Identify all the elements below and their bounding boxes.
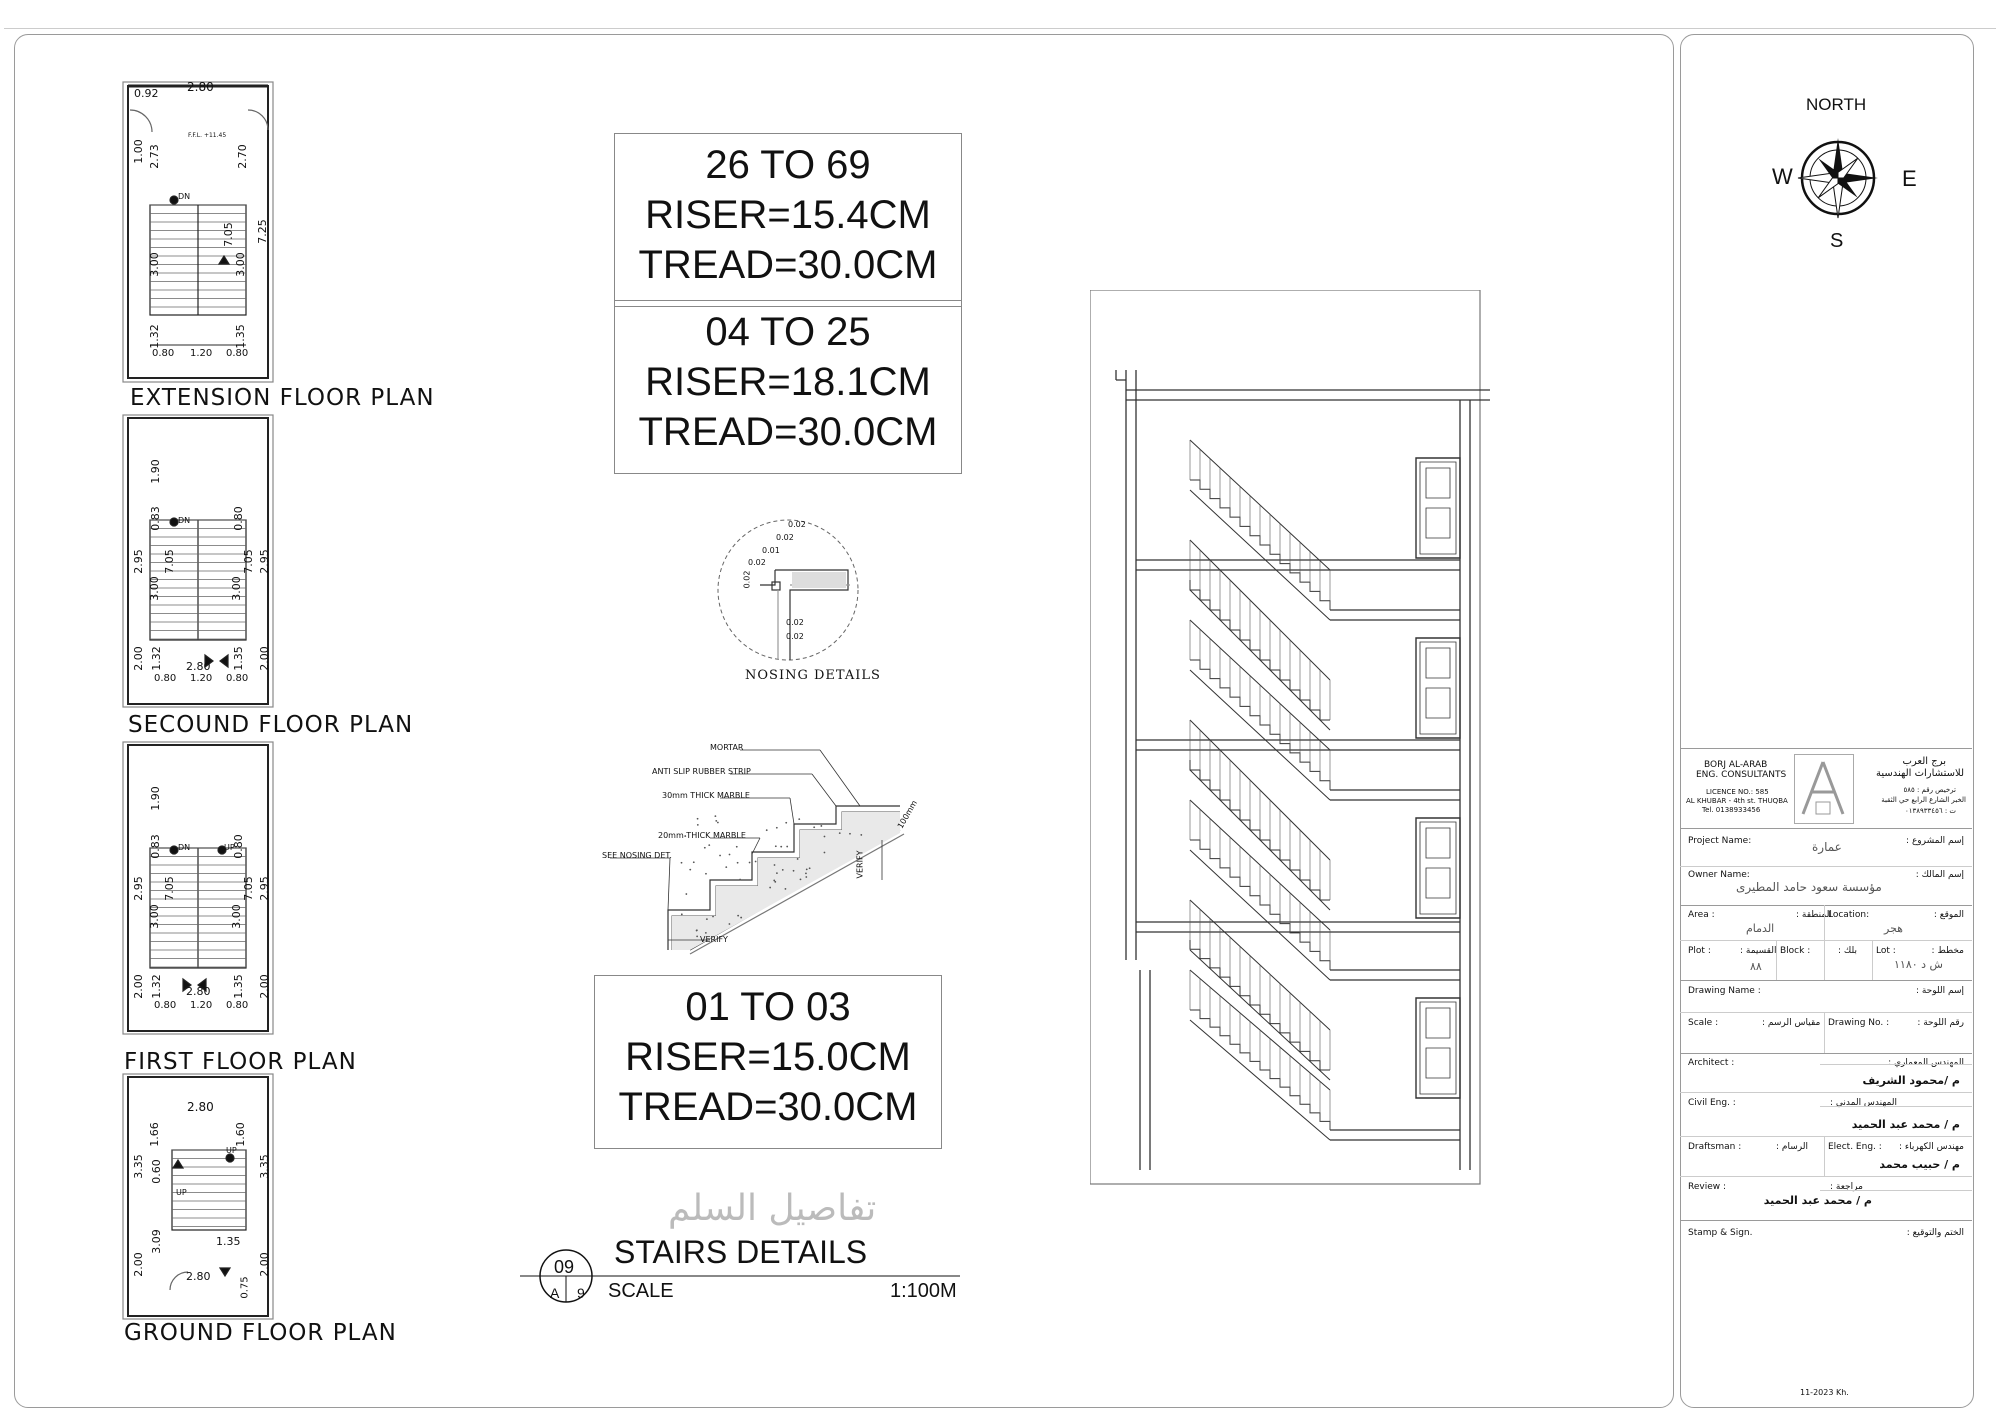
tb-divider [1680, 1220, 1972, 1221]
dim-label: 7.05 [241, 876, 255, 901]
dim-label: 0.80 [154, 673, 177, 684]
dn-label: DN [178, 516, 191, 525]
spec-box-26-69 [614, 133, 962, 307]
ground-floor-plan-title: GROUND FLOOR PLAN [124, 1320, 397, 1346]
drawing-date: 11-2023 Kh. [1800, 1388, 1849, 1397]
lot-value: ش د ١١٨٠ [1894, 958, 1943, 971]
lot-label-ar: مخطط : [1931, 946, 1964, 956]
spec-tread: TREAD=30.0CM [638, 410, 938, 454]
dim-label: 0.83 [148, 506, 162, 531]
block-label-ar: بلك : [1838, 946, 1857, 956]
dim-label: 2.80 [186, 985, 211, 998]
drawing-no-label: Drawing No. : [1828, 1018, 1890, 1028]
dim-label: 1.00 [131, 139, 145, 164]
dim-label: 2.00 [257, 646, 271, 671]
dim-label: 7.05 [162, 549, 176, 574]
dim-label: 2.95 [257, 549, 271, 574]
dim-label: 3.00 [229, 904, 243, 929]
dim-label: 0.01 [762, 546, 780, 555]
dim-label: 7.05 [221, 222, 235, 247]
owner-name-value: مؤسسة سعود حامد المطيرى [1736, 880, 1882, 894]
spec-riser: RISER=18.1CM [645, 360, 931, 404]
tb-vertical-divider [1824, 1012, 1825, 1053]
tb-short-divider [1820, 1064, 1972, 1065]
spec-box-01-03 [594, 975, 942, 1149]
dim-label: 7.05 [241, 549, 255, 574]
dim-label: 0.02 [786, 618, 804, 627]
tb-divider [1680, 905, 1972, 906]
compass-north: NORTH [1806, 95, 1867, 114]
extension-plan-drawing [123, 82, 273, 382]
architect-label: Architect : [1688, 1058, 1735, 1068]
civil-eng-label: Civil Eng. : [1688, 1098, 1736, 1108]
dim-label: 1.32 [147, 324, 161, 349]
firm-licence-en: LICENCE NO.: 585 [1706, 788, 1769, 796]
stamp-label: Stamp & Sign. [1688, 1228, 1753, 1238]
spec-steps: 01 TO 03 [685, 985, 851, 1029]
up-label: UP [224, 843, 235, 852]
scale-field-label-ar: مقياس الرسم : [1762, 1018, 1821, 1028]
dim-label: 100mm [895, 798, 920, 831]
dim-label: 1.20 [190, 673, 213, 684]
draftsman-label-ar: الرسام : [1776, 1142, 1808, 1152]
dim-label: 0.80 [226, 1000, 249, 1011]
civil-eng-value: م / محمد عبد الحميد [1851, 1118, 1960, 1131]
tb-inner-divider [1680, 1092, 1972, 1093]
firm-subtitle-en: ENG. CONSULTANTS [1696, 770, 1787, 780]
tb-vertical-divider [1872, 940, 1873, 980]
stair-section-detail-svg [600, 740, 920, 960]
tb-inner-divider [1680, 866, 1972, 867]
dim-label: 1.32 [149, 974, 163, 999]
tb-vertical-divider [1824, 905, 1825, 980]
spec-steps: 04 TO 25 [705, 310, 871, 354]
firm-subtitle-ar: للاستشارات الهندسية [1875, 768, 1964, 779]
detail-sheet-b: 9 [577, 1285, 585, 1301]
dn-label: DN [178, 192, 191, 201]
drawing-name-label: Drawing Name : [1688, 986, 1761, 996]
dim-label: 0.80 [231, 834, 245, 859]
tb-short-divider [1820, 1190, 1972, 1191]
compass-south: S [1830, 230, 1844, 252]
lot-label: Lot : [1876, 946, 1896, 956]
tb-divider [1680, 748, 1972, 749]
drawing-no-label-ar: رقم اللوحة : [1917, 1018, 1964, 1028]
scale-value: 1:100M [890, 1280, 957, 1302]
owner-name-label-ar: إسم المالك : [1915, 870, 1964, 880]
firm-name-ar: برج العرب [1902, 756, 1946, 767]
dim-label: 0.80 [226, 348, 249, 359]
scale-label: SCALE [608, 1280, 674, 1302]
firm-name-en: BORJ AL-ARAB [1704, 760, 1768, 770]
nosing-title: NOSING DETAILS [745, 668, 881, 683]
first-floor-plan-title: FIRST FLOOR PLAN [124, 1049, 357, 1075]
spec-tread: TREAD=30.0CM [638, 243, 938, 287]
project-name-label: Project Name: [1688, 836, 1752, 846]
civil-eng-label-ar: المهندس المدني : [1830, 1098, 1897, 1108]
up-label: UP [176, 1188, 187, 1197]
location-label: Location: [1828, 910, 1870, 920]
dim-label: 7.05 [162, 876, 176, 901]
detail-title-arabic: تفاصيل السلم [668, 1188, 877, 1229]
dim-label: 3.00 [147, 904, 161, 929]
detail-label: 20mm THICK MARBLE [658, 831, 746, 840]
firm-address-en: AL KHUBAR - 4th st. THUQBA [1686, 797, 1788, 805]
dim-label: 3.00 [147, 252, 161, 277]
dim-label: 0.60 [149, 1159, 163, 1184]
area-label: Area : [1688, 910, 1715, 920]
dim-label: 2.00 [131, 1252, 145, 1277]
verify-label: VERIFY [855, 850, 865, 879]
dim-label: 0.92 [134, 87, 159, 100]
firm-tel-ar: ت : ٠١٣٨٩٣٣٤٥٦ [1904, 807, 1956, 815]
dim-label: 3.35 [257, 1154, 271, 1179]
review-label-ar: مراجعة : [1830, 1182, 1863, 1192]
dim-label: 0.80 [154, 1000, 177, 1011]
dim-label: 2.80 [187, 80, 214, 94]
dim-label: 2.95 [131, 876, 145, 901]
spec-steps: 26 TO 69 [705, 143, 871, 187]
detail-number: 09 [554, 1257, 575, 1277]
tb-inner-divider [1680, 1176, 1972, 1177]
dim-label: 2.73 [147, 144, 161, 169]
dim-label: 0.02 [786, 632, 804, 641]
dim-label: 2.00 [257, 974, 271, 999]
dim-label: 1.35 [233, 324, 247, 349]
dim-label: 1.60 [233, 1122, 247, 1147]
tb-inner-divider [1680, 1136, 1972, 1137]
plot-value: ٨٨ [1750, 960, 1762, 973]
dim-label: 0.80 [226, 673, 249, 684]
plot-label-ar: القسيمة : [1740, 946, 1777, 956]
dim-label: 1.90 [148, 786, 162, 811]
dn-label: DN [178, 843, 191, 852]
drawing-name-label-ar: إسم اللوحة : [1915, 986, 1964, 996]
dim-label: 2.80 [187, 1100, 214, 1114]
firm-address-ar: الخبر الشارع الرابع حي الثقبة [1881, 796, 1966, 804]
detail-sheet-a: A [550, 1285, 560, 1301]
spec-box-04-25 [614, 300, 962, 474]
dim-label: 1.90 [148, 459, 162, 484]
dim-label: 1.35 [231, 646, 245, 671]
floor-plans-svg [0, 0, 440, 1414]
building-section-svg [1090, 290, 1490, 1190]
detail-label: 30mm THICK MARBLE [662, 791, 750, 800]
draftsman-label: Draftsman : [1688, 1142, 1742, 1152]
tb-inner-divider [1680, 940, 1972, 941]
area-value: الدمام [1746, 922, 1775, 935]
dim-label: 0.02 [742, 570, 752, 589]
firm-tel-en: Tel. 0138933456 [1702, 806, 1761, 814]
dim-label: 2.95 [257, 876, 271, 901]
owner-name-label: Owner Name: [1688, 870, 1750, 880]
verify-label: VERIFY [700, 935, 728, 944]
firm-logo-mark [1798, 758, 1848, 818]
tb-divider [1680, 1053, 1972, 1054]
detail-label: MORTAR [710, 743, 744, 752]
second-floor-plan-title: SECOUND FLOOR PLAN [128, 712, 414, 738]
elect-eng-value: م / حبيب محمد [1879, 1158, 1960, 1171]
dim-label: 3.00 [233, 252, 247, 277]
dim-label: 1.35 [216, 1235, 241, 1248]
extension-floor-plan-title: EXTENSION FLOOR PLAN [130, 385, 435, 411]
dim-label: 3.35 [131, 1154, 145, 1179]
elect-eng-label: Elect. Eng. : [1828, 1142, 1882, 1152]
dim-label: 2.80 [186, 660, 211, 673]
detail-title-english: STAIRS DETAILS [614, 1234, 868, 1270]
dim-label: 1.20 [190, 1000, 213, 1011]
dim-label: 0.02 [788, 520, 806, 529]
location-label-ar: الموقع : [1933, 910, 1964, 920]
block-label: Block : [1780, 946, 1811, 956]
dim-label: 2.00 [131, 974, 145, 999]
tb-vertical-divider [1824, 1136, 1825, 1176]
architect-label-ar: المهندس المعماري : [1888, 1058, 1964, 1068]
title-block [1680, 34, 1972, 1406]
dim-label: 7.25 [255, 219, 269, 244]
dim-label: 0.80 [152, 348, 175, 359]
tb-vertical-divider [1776, 940, 1777, 980]
dim-label: 2.80 [186, 1270, 211, 1283]
dim-label: 2.00 [131, 646, 145, 671]
review-label: Review : [1688, 1182, 1727, 1192]
dim-label: 2.70 [235, 144, 249, 169]
dim-label: 1.20 [190, 348, 213, 359]
dim-label: 1.66 [147, 1122, 161, 1147]
plot-label: Plot : [1688, 946, 1711, 956]
architect-value: م /محمود الشريف [1862, 1074, 1960, 1087]
firm-licence-ar: ترخيص رقم : ٥٨٥ [1903, 786, 1956, 794]
dim-label: 0.02 [776, 533, 794, 542]
compass-west: W [1772, 164, 1793, 189]
project-name-label-ar: إسم المشروع : [1906, 836, 1964, 846]
dim-label: 0.83 [148, 834, 162, 859]
detail-label: ANTI SLIP RUBBER STRIP [652, 767, 751, 776]
review-value: م / محمد عبد الحميد [1763, 1194, 1872, 1207]
area-label-ar: المنطقة : [1796, 910, 1832, 920]
dim-label: 0.02 [748, 558, 766, 567]
up-label: UP [226, 1146, 237, 1155]
dim-label: 0.75 [239, 1276, 251, 1299]
spec-riser: RISER=15.0CM [625, 1035, 911, 1079]
spec-tread: TREAD=30.0CM [618, 1085, 918, 1129]
scale-field-label: Scale : [1688, 1018, 1719, 1028]
tb-short-divider [1820, 1106, 1972, 1107]
dim-label: 1.32 [149, 646, 163, 671]
location-value: هجر [1884, 922, 1903, 935]
ffl-label: F.F.L. +11.45 [188, 132, 227, 139]
dim-label: 3.00 [229, 576, 243, 601]
spec-riser: RISER=15.4CM [645, 193, 931, 237]
stamp-label-ar: الختم والتوقيع : [1906, 1228, 1964, 1238]
compass-east: E [1902, 166, 1917, 191]
dim-label: 3.09 [149, 1229, 163, 1254]
dim-label: 2.00 [257, 1252, 271, 1277]
elect-eng-label-ar: مهندس الكهرباء : [1899, 1142, 1964, 1152]
dim-label: 3.00 [147, 576, 161, 601]
dim-label: 2.95 [131, 549, 145, 574]
tb-divider [1680, 828, 1972, 829]
tb-divider [1680, 980, 1972, 981]
project-name-value: عمارة [1812, 840, 1842, 854]
detail-label: SEE NOSING DET. [602, 851, 672, 860]
dim-label: 0.80 [231, 506, 245, 531]
dim-label: 1.35 [231, 974, 245, 999]
tb-inner-divider [1680, 1012, 1972, 1013]
